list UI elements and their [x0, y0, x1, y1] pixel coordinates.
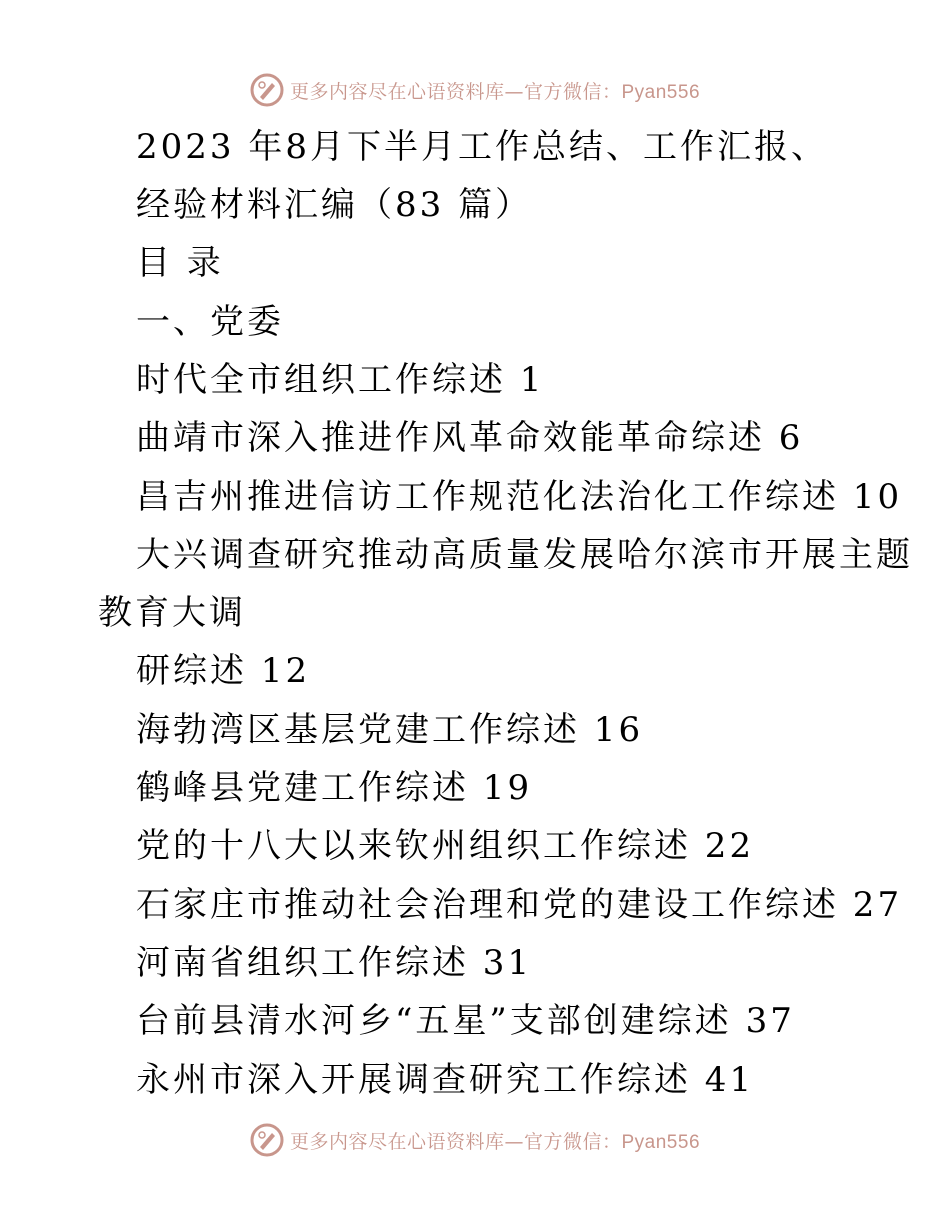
toc-entry: 永州市深入开展调查研究工作综述 41: [136, 1060, 755, 1100]
pen-logo-icon: [250, 73, 284, 107]
toc-entry: 石家庄市推动社会治理和党的建设工作综述 27: [136, 885, 903, 925]
watermark-footer: [0, 1120, 950, 1160]
toc-entry: 海勃湾区基层党建工作综述 16: [136, 710, 644, 750]
toc-entry: 台前县清水河乡“五星”支部创建综述 37: [136, 1001, 795, 1041]
toc-entry: 时代全市组织工作综述 1: [136, 360, 545, 400]
pen-logo-icon: [250, 1123, 284, 1157]
watermark-text: 更多内容尽在心语资料库—官方微信：Pyan556: [289, 80, 701, 103]
watermark-header: [0, 70, 950, 110]
toc-entry: 曲靖市深入推进作风革命效能革命综述 6: [136, 418, 804, 458]
toc-entry: 大兴调查研究推动高质量发展哈尔滨市开展主题: [136, 535, 913, 575]
document-title-line-1: 2023 年8月下半月工作总结、工作汇报、: [136, 127, 828, 167]
toc-entry-continuation: 教育大调: [98, 593, 246, 633]
toc-entry-continuation: 研综述 12: [136, 651, 311, 691]
toc-entry: 鹤峰县党建工作综述 19: [136, 768, 533, 808]
toc-heading: 目 录: [136, 243, 224, 283]
toc-section-heading: 一、党委: [136, 302, 284, 342]
toc-entry: 党的十八大以来钦州组织工作综述 22: [136, 826, 755, 866]
toc-entry: 昌吉州推进信访工作规范化法治化工作综述 10: [136, 477, 903, 517]
toc-entry: 河南省组织工作综述 31: [136, 943, 533, 983]
watermark-text: 更多内容尽在心语资料库—官方微信：Pyan556: [289, 1130, 701, 1153]
document-title-line-2: 经验材料汇编（83 篇）: [136, 185, 533, 225]
